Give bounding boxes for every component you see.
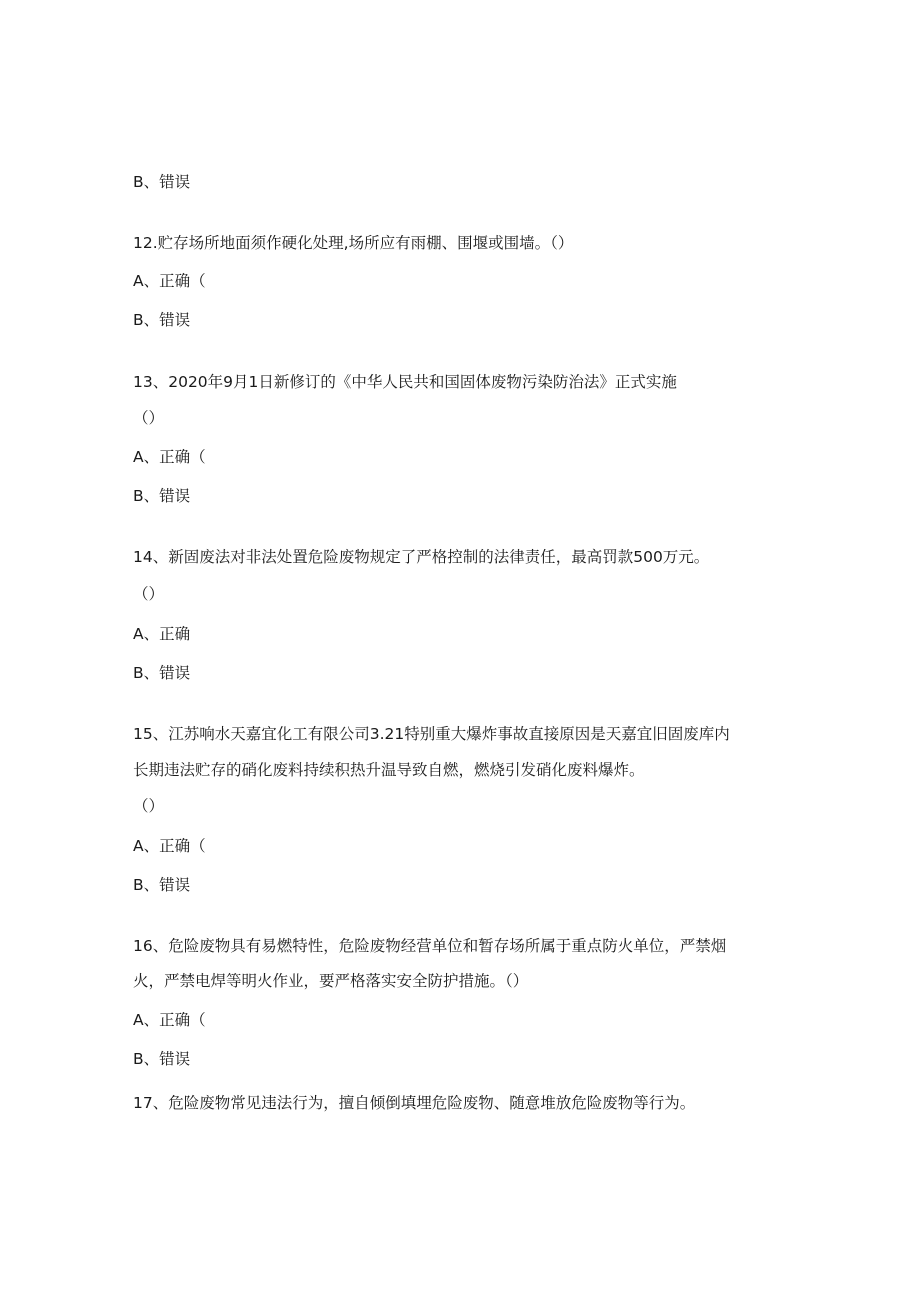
q11-option-b: B、错误 [133, 173, 191, 191]
q13-option-a: A、正确（ [133, 448, 206, 466]
q12-option-a: A、正确（ [133, 272, 206, 290]
q15-option-b: B、错误 [133, 876, 191, 894]
q14-option-b: B、错误 [133, 664, 191, 682]
q17-text: 17、危险废物常见违法行为，擅自倾倒填埋危险废物、随意堆放危险废物等行为。 [133, 1094, 696, 1112]
q16-text-line2: 火，严禁电焊等明火作业，要严格落实安全防护措施。（） [133, 972, 529, 990]
q13-option-b: B、错误 [133, 487, 191, 505]
q12-option-b: B、错误 [133, 311, 191, 329]
q15-text-line2: 长期违法贮存的硝化废料持续积热升温导致自燃，燃烧引发硝化废料爆炸。 [133, 761, 645, 779]
q14-text-line2: （） [133, 585, 165, 603]
q14-text-line1: 14、新固废法对非法处置危险废物规定了严格控制的法律责任，最高罚款500万元。 [133, 548, 710, 566]
q14-option-a: A、正确 [133, 625, 191, 643]
q13-text-line1: 13、2020年9月1日新修订的《中华人民共和国固体废物污染防治法》正式实施 [133, 373, 677, 391]
q12-text: 12.贮存场所地面须作硬化处理,场所应有雨棚、围堰或围墙。（） [133, 234, 574, 252]
q16-text-line1: 16、危险废物具有易燃特性，危险废物经营单位和暂存场所属于重点防火单位，严禁烟 [133, 937, 727, 955]
q15-text-line3: （） [133, 797, 165, 815]
q15-option-a: A、正确（ [133, 837, 206, 855]
q16-option-a: A、正确（ [133, 1011, 206, 1029]
q16-option-b: B、错误 [133, 1050, 191, 1068]
q13-text-line2: （） [133, 409, 165, 427]
q15-text-line1: 15、江苏响水天嘉宜化工有限公司3.21特别重大爆炸事故直接原因是天嘉宜旧固废库内 [133, 725, 730, 743]
